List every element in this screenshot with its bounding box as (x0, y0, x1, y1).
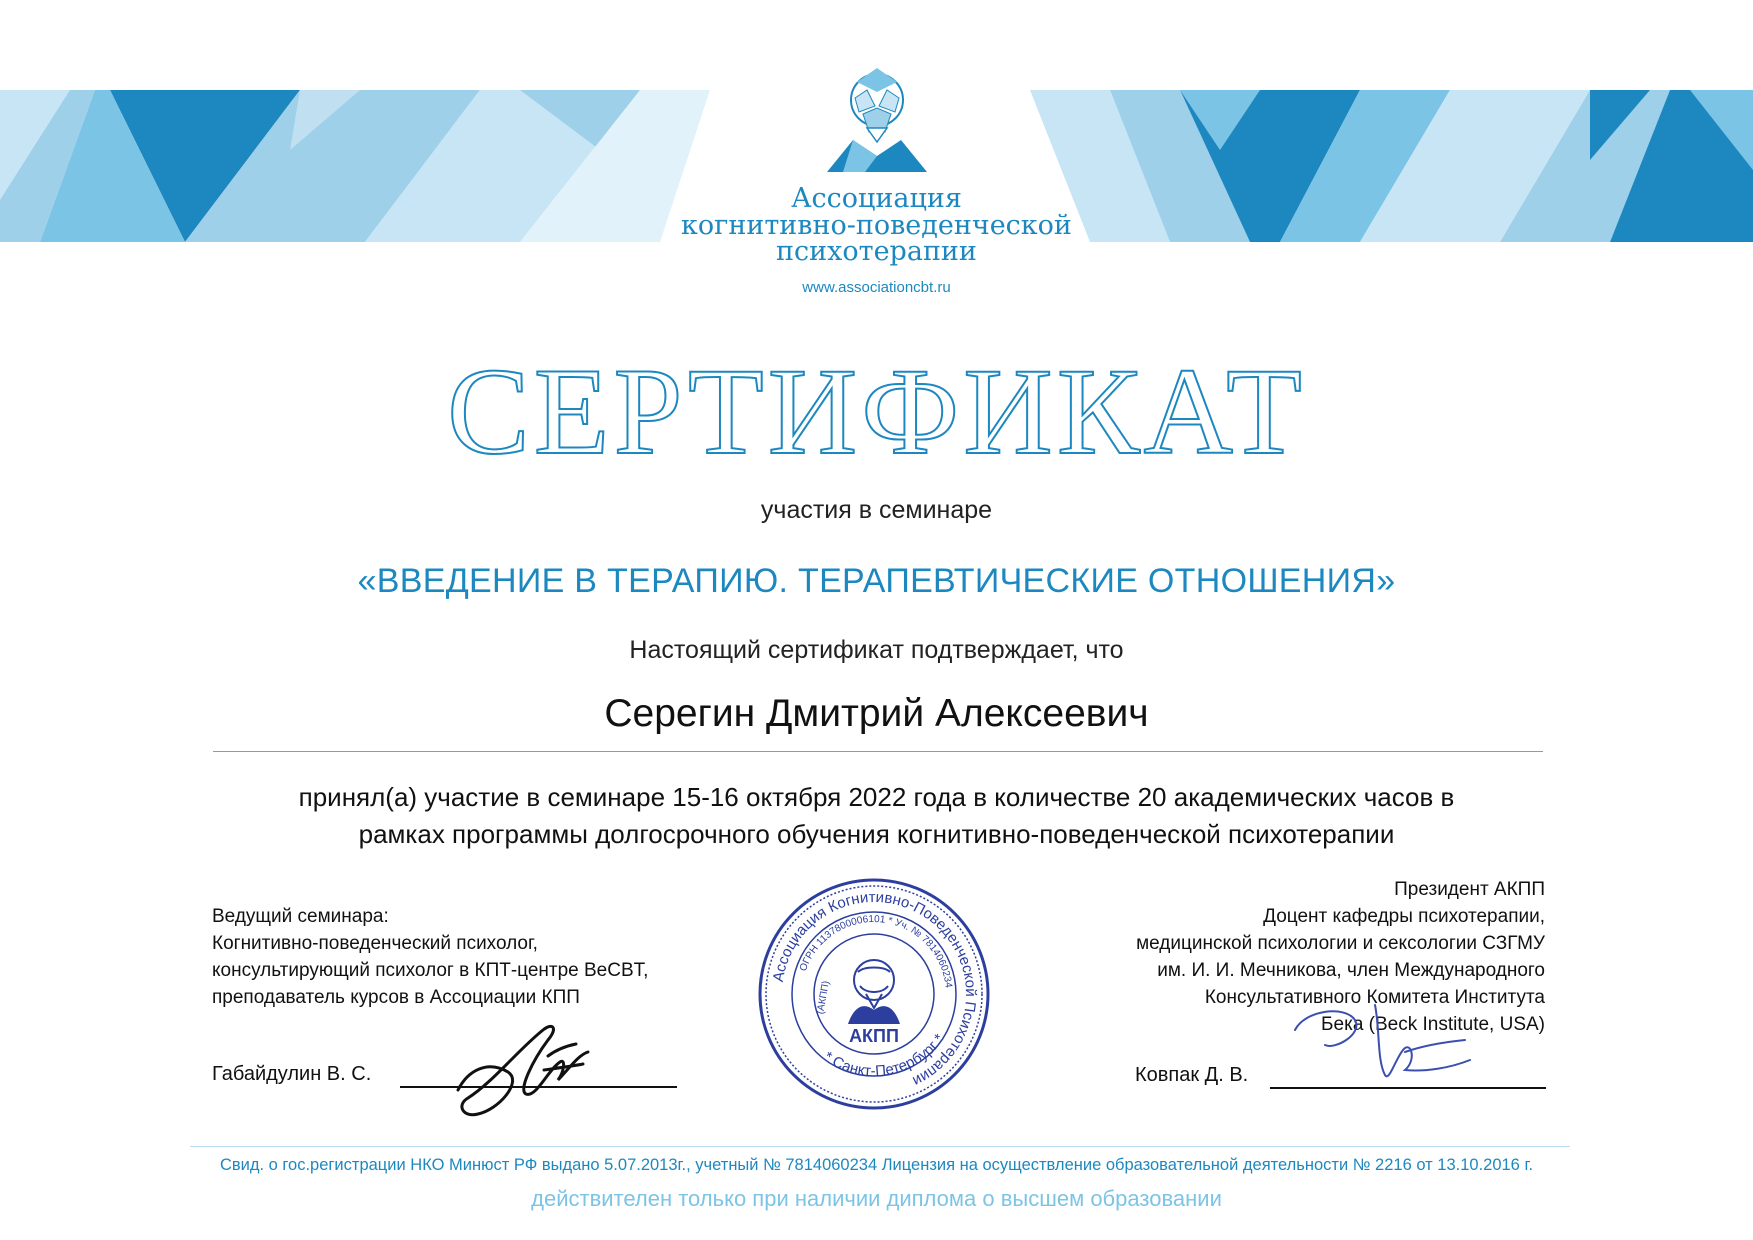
validity-note: действителен только при наличии диплома о высшем образовании (531, 1186, 1222, 1211)
organization-name-line2: когнитивно-поведенческой (681, 210, 1072, 241)
organization-name-line3: психотерапии (776, 236, 977, 267)
president-signature (1285, 990, 1475, 1090)
president-position-2: медицинской психологии и сексологии СЗГМУ (1136, 933, 1545, 954)
president-title: Президент АКПП (1394, 879, 1545, 900)
recipient-underline (213, 751, 1543, 752)
portrait-logo-icon (823, 62, 931, 172)
certificate-body (0, 779, 1753, 853)
lecturer-block (212, 903, 648, 1011)
lecturer-position-2: консультирующий психолог в КПТ-центре BeCBT, (212, 960, 649, 981)
recipient-name: Серегин Дмитрий Алексеевич (604, 692, 1149, 735)
president-position-3: им. И. И. Мечникова, член Международного (1157, 960, 1545, 981)
lecturer-heading: Ведущий семинара: (212, 906, 389, 927)
president-position-5: Бека (Beck Institute, USA) (1321, 1014, 1545, 1035)
body-line-1: принял(а) участие в семинаре 15-16 октября 2022 года в количестве 20 академических часов в (298, 782, 1455, 812)
president-signer-name: Ковпак Д. В. (1135, 1064, 1249, 1086)
seminar-name: «ВВЕДЕНИЕ В ТЕРАПИЮ. ТЕРАПЕВТИЧЕСКИЕ ОТНОШЕНИЯ» (357, 562, 1396, 600)
certificate-title: СЕРТИФИКАТ (447, 343, 1306, 480)
seal-center-label: АКПП (849, 1026, 899, 1046)
lecturer-signature (448, 1010, 618, 1125)
lecturer-position-1: Когнитивно-поведенческий психолог, (212, 933, 538, 954)
president-position-4: Консультативного Комитета Института (1204, 987, 1545, 1008)
footer-divider (190, 1146, 1570, 1147)
certificate-subtitle: участия в семинаре (760, 496, 993, 524)
seal-city-text: * Санкт-Петербург * (820, 1030, 949, 1080)
seal-inner-text: ОГРН 1137800006101 * Уч. № 7814060234 (797, 913, 954, 989)
organization-website: www.associationcbt.ru (802, 279, 951, 296)
president-position-1: Доцент кафедры психотерапии, (1263, 906, 1545, 927)
lecturer-signer-name: Габайдулин В. С. (212, 1063, 372, 1085)
registration-info: Свид. о гос.регистрации НКО Минюст РФ выдано 5.07.2013г., учетный № 7814060234 Лицензия на осуществление образовательной деятельности № 2216 от 13.10.2016 г. (219, 1156, 1534, 1174)
organization-name-line1: Ассоциация (791, 183, 962, 214)
seal-side-label: (АКПП) (815, 980, 832, 1016)
seal-ring-text: Ассоциация Когнитивно-Поведенческой Психотерапии (769, 888, 980, 1090)
body-line-2: рамках программы долгосрочного обучения когнитивно-поведенческой психотерапии (358, 819, 1395, 849)
organization-seal (756, 876, 992, 1112)
lecturer-position-3: преподаватель курсов в Ассоциации КПП (212, 987, 580, 1008)
seal-portrait-icon (848, 960, 900, 1024)
confirm-text: Настоящий сертификат подтверждает, что (629, 636, 1124, 664)
